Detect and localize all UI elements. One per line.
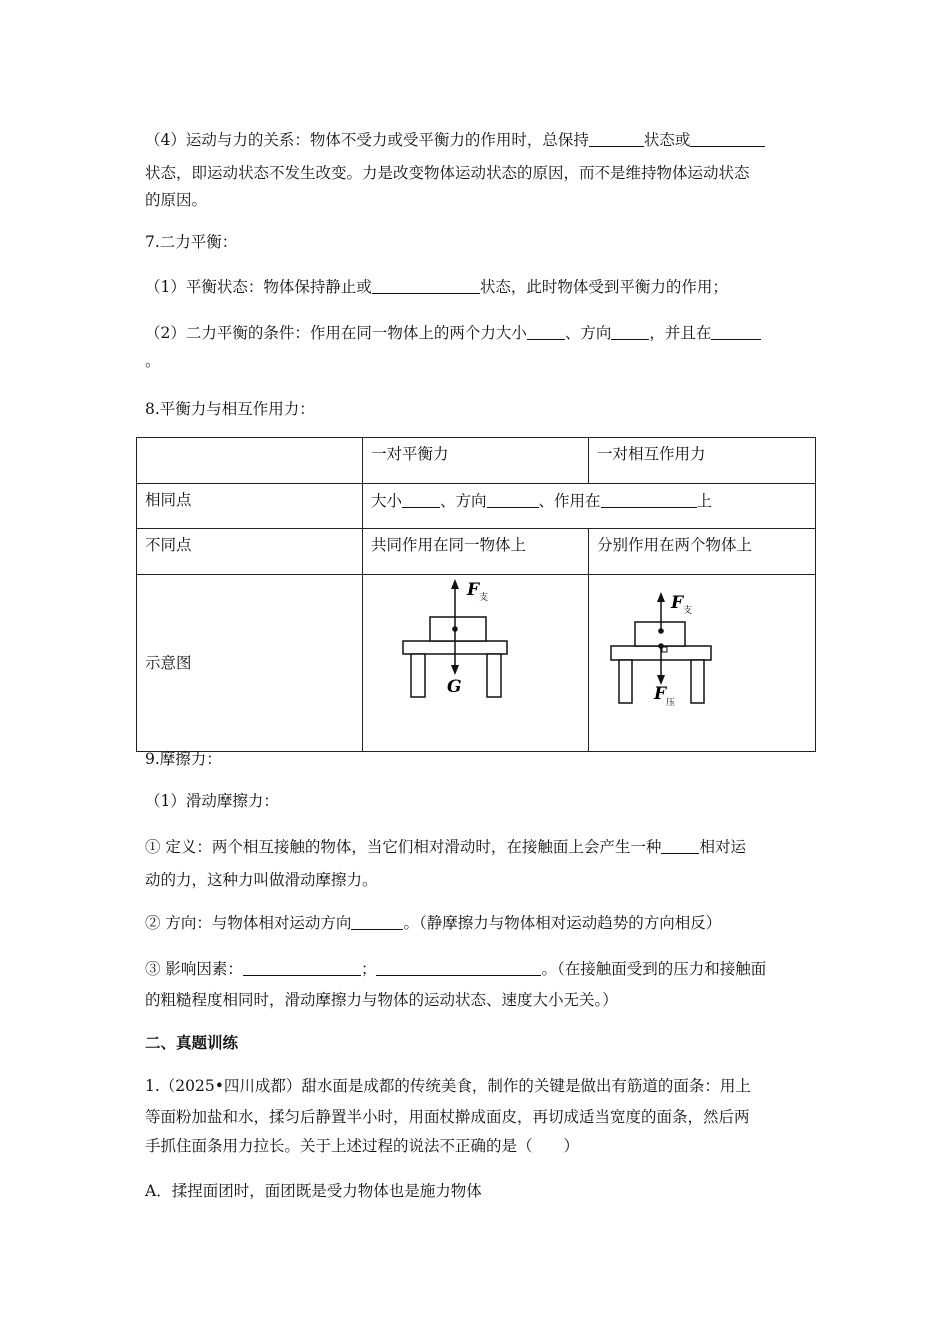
answer-blank[interactable]: [661, 835, 699, 854]
balance-heading: 7.二力平衡：: [145, 233, 238, 251]
friction-direction-line: ② 方向：与物体相对运动方向 。（静摩擦力与物体相对运动趋势的方向相反）: [145, 907, 810, 940]
force-support-subscript: 支: [683, 606, 693, 616]
friction-sub-heading: （1）滑动摩擦力：: [145, 792, 279, 810]
comparison-table: [136, 437, 816, 752]
balance-condition-line: （2）二力平衡的条件：作用在同一物体上的两个力大小 、方向 ，并且在: [145, 317, 810, 350]
force-pressure-subscript: 压: [666, 698, 676, 708]
friction-definition-line-2: 动的力，这种力叫做滑动摩擦力。: [145, 871, 378, 889]
gravity-label: G: [447, 677, 462, 697]
table-header-row: [137, 438, 816, 484]
answer-blank[interactable]: [487, 489, 539, 508]
diff-balance-cell: 共同作用在同一物体上: [363, 529, 589, 575]
answer-blank[interactable]: [711, 321, 761, 340]
interaction-force-diagram: [589, 575, 816, 745]
force-pressure-label: F: [654, 684, 667, 704]
friction-factors-line-2: 的粗糙程度相同时，滑动摩擦力与物体的运动状态、速度大小无关。）: [145, 991, 618, 1009]
answer-blank[interactable]: [351, 911, 403, 930]
friction-heading: 9.摩擦力：: [145, 750, 222, 768]
question-1-line-1: 1.（2025•四川成都）甜水面是成都的传统美食，制作的关键是做出有筋道的面条：用上: [145, 1077, 751, 1095]
option-a[interactable]: A．揉捏面团时，面团既是受力物体也是施力物体: [145, 1182, 482, 1200]
balance-state-line: （1）平衡状态：物体保持静止或 状态，此时物体受到平衡力的作用；: [145, 271, 810, 304]
answer-blank[interactable]: [589, 128, 644, 147]
friction-definition-line-1: ① 定义：两个相互接触的物体，当它们相对滑动时，在接触面上会产生一种 相对运: [145, 831, 810, 864]
answer-blank[interactable]: [527, 321, 565, 340]
answer-blank[interactable]: [372, 275, 480, 294]
force-support-label: F: [671, 593, 684, 613]
row-label-diff: 不同点: [137, 529, 363, 575]
table-row-figure: [137, 575, 816, 752]
figure-interaction-cell: [589, 575, 816, 752]
answer-blank[interactable]: [402, 489, 440, 508]
answer-blank[interactable]: [611, 321, 649, 340]
table-header-balance: 一对平衡力: [363, 438, 589, 484]
answer-blank[interactable]: [376, 957, 541, 976]
force-support-label: F: [467, 580, 480, 600]
table-header-interaction: 一对相互作用力: [589, 438, 816, 484]
table-row-same: [137, 484, 816, 529]
motion-force-line-2: 状态，即运动状态不发生改变。力是改变物体运动状态的原因，而不是维持物体运动状态: [145, 164, 750, 182]
answer-blank[interactable]: [601, 489, 697, 508]
row-label-figure: 示意图: [137, 575, 363, 752]
motion-force-line-3: 的原因。: [145, 191, 208, 209]
friction-factors-line-1: ③ 影响因素： ； 。（在接触面受到的压力和接触面: [145, 953, 810, 986]
diff-interaction-cell: 分别作用在两个物体上: [589, 529, 816, 575]
row-label-same: 相同点: [137, 484, 363, 529]
same-points-cell: 大小 、方向 、作用在 上: [363, 484, 816, 529]
compare-heading: 8.平衡力与相互作用力：: [145, 400, 315, 418]
section-title: 二、真题训练: [145, 1034, 239, 1052]
balance-condition-end: 。: [145, 352, 161, 370]
question-1-line-3: 手抓住面条用力拉长。关于上述过程的说法不正确的是（ ）: [145, 1137, 580, 1155]
table-cell-empty: [137, 438, 363, 484]
force-support-subscript: 支: [479, 593, 489, 603]
question-1-line-2: 等面粉加盐和水，揉匀后静置半小时，用面杖擀成面皮，再切成适当宽度的面条，然后两: [145, 1108, 750, 1126]
answer-blank[interactable]: [243, 957, 361, 976]
table-row-diff: [137, 529, 816, 575]
figure-balance-cell: [363, 575, 589, 752]
balance-force-diagram: [363, 575, 589, 745]
answer-blank[interactable]: [690, 128, 765, 147]
motion-force-line-1: （4）运动与力的关系：物体不受力或受平衡力的作用时，总保持 状态或: [145, 124, 810, 157]
